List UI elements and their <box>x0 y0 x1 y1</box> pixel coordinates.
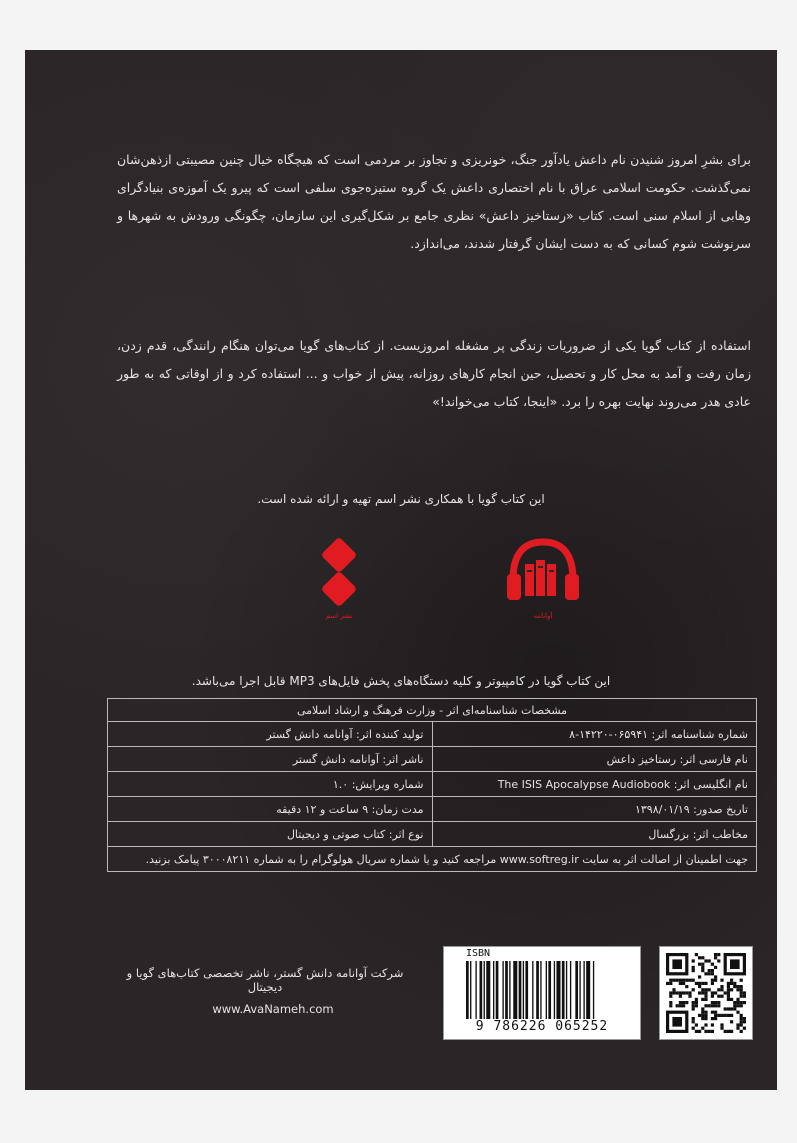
spec-cell: نام انگلیسی اثر: The ISIS Apocalypse Audiobook <box>432 772 757 797</box>
spec-cell: شماره ویرایش: ۱.۰ <box>108 772 433 797</box>
esm-publisher-logo-icon <box>317 538 361 610</box>
barcode-icon <box>464 961 634 1021</box>
company-tagline: شرکت آوانامه دانش گستر، ناشر تخصصی کتاب‌های گویا و دیجیتال <box>126 966 404 994</box>
spec-cell: مخاطب اثر: بزرگسال <box>432 822 757 847</box>
avanameh-headphones-logo-icon <box>503 530 583 610</box>
spec-row <box>108 772 757 797</box>
spec-cell: تاریخ صدور: ۱۳۹۸/۰۱/۱۹ <box>432 797 757 822</box>
isbn-number: 9 786226 065252 <box>475 1019 609 1034</box>
spec-cell: مدت زمان: ۹ ساعت و ۱۲ دقیقه <box>108 797 433 822</box>
collaboration-note: این کتاب گویا با همکاری نشر اسم تهیه و ارائه شده است. <box>257 492 545 506</box>
spec-table-header: مشخصات شناسنامه‌ای اثر - وزارت فرهنگ و ارشاد اسلامی <box>108 699 757 722</box>
authenticity-note: جهت اطمینان از اصالت اثر به سایت www.softreg.ir مراجعه کنید و یا شماره سریال هولوگرام را به شماره ۳۰۰۰۸۲۱۱ پیامک بزنید. <box>108 847 757 872</box>
isbn-label: ISBN <box>466 948 491 959</box>
website-link[interactable]: www.AvaNameh.com <box>212 1002 334 1016</box>
spec-row <box>108 822 757 847</box>
spec-row <box>108 797 757 822</box>
audiobook-description: استفاده از کتاب گویا یکی از ضروریات زندگی پر مشغله امروزیست. از کتاب‌های گویا می‌توان هنگام رانندگی، قدم زدن، زمان رفت و آمد به محل کار و تحصیل، حین انجام کارهای روزانه، پیش از خواب و ... استفاده کرد و از اوقاتی که به طور عادی هدر می‌روند نهایت بهره را برد. «اینجا، کتاب می‌خواند!» <box>117 338 751 409</box>
spec-cell: ناشر اثر: آوانامه دانش گستر <box>108 747 433 772</box>
spec-row <box>108 722 757 747</box>
spec-cell: تولید کننده اثر: آوانامه دانش گستر <box>108 722 433 747</box>
mp3-compatibility-note: این کتاب گویا در کامپیوتر و کلیه دستگاه‌های پخش فایل‌های MP3 قابل اجرا می‌باشد. <box>191 674 611 688</box>
back-cover <box>25 50 777 1090</box>
isbn-barcode <box>443 946 641 1040</box>
esm-logo-label: نشر اسم <box>325 612 353 620</box>
qr-code-icon <box>666 953 746 1033</box>
spec-cell: نوع اثر: کتاب صوتی و دیجیتال <box>108 822 433 847</box>
avanameh-logo-label: آوانامه <box>533 612 553 620</box>
spec-cell: شماره شناسنامه اثر: ۰۶۵۹۴۱-۱۴۲۲۰-۸ <box>432 722 757 747</box>
spec-row <box>108 747 757 772</box>
qr-code[interactable] <box>659 946 753 1040</box>
specification-table <box>107 698 757 872</box>
spec-cell: نام فارسی اثر: رستاخیز داعش <box>432 747 757 772</box>
book-description: برای بشرِ امروز شنیدن نام داعش یادآور جنگ، خونریزی و تجاوز بر مردمی است که هیچگاه خیال چنین مصیبتی ازذهن‌شان نمی‌گذشت. حکومت اسلامی عراق با نام اختصاری داعش یک گروه ستیزه‌جوی سلفی است که پیرو یک آموزه‌ی بنیادگرای وهابی از اسلام سنی است. کتاب «رستاخیز داعش» نظری جامع بر شکل‌گیری این سازمان، چگونگی ورودش به شهرها و سرنوشت شوم کسانی که به دست ایشان گرفتار شدند، می‌اندازد. <box>117 152 751 251</box>
